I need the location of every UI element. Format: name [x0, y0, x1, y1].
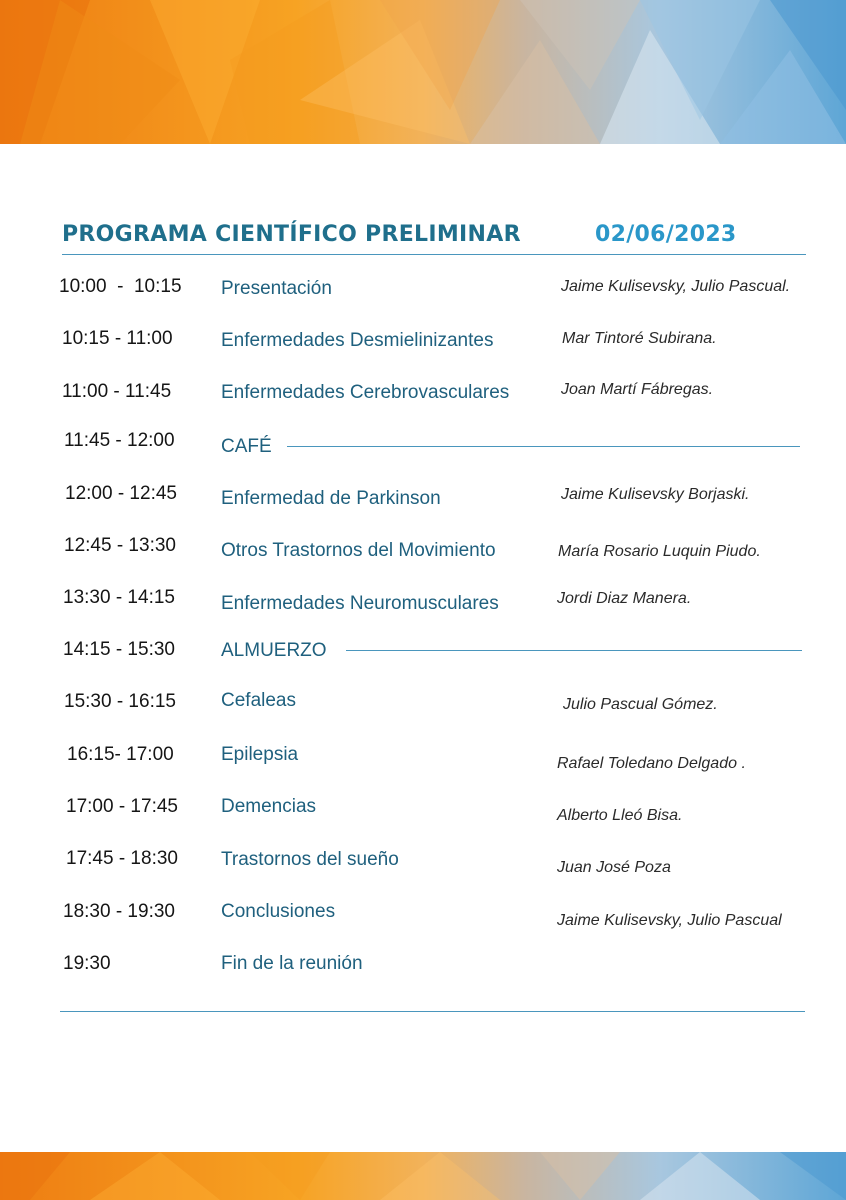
schedule-time: 14:15 - 15:30	[63, 639, 175, 660]
schedule-time: 11:45 - 12:00	[64, 430, 175, 451]
schedule-topic: Enfermedades Desmielinizantes	[221, 330, 494, 351]
schedule-topic: Epilepsia	[221, 744, 299, 765]
bottom-decorative-banner	[0, 1152, 846, 1200]
schedule-time: 17:00 - 17:45	[66, 796, 178, 817]
schedule-topic: Trastornos del sueño	[221, 849, 399, 870]
schedule-bottom-divider	[60, 1011, 805, 1012]
top-decorative-banner	[0, 0, 846, 144]
schedule-speaker: Jaime Kulisevsky Borjaski.	[561, 486, 750, 503]
schedule-topic: CAFÉ	[221, 436, 272, 457]
schedule-topic: Enfermedades Cerebrovasculares	[221, 382, 510, 403]
schedule-speaker: Mar Tintoré Subirana.	[562, 330, 717, 347]
schedule-topic: Enfermedad de Parkinson	[221, 488, 441, 509]
schedule-speaker: Alberto Lleó Bisa.	[557, 807, 683, 824]
schedule-speaker: Rafael Toledano Delgado .	[557, 755, 746, 772]
schedule-speaker: Juan José Poza	[557, 859, 671, 876]
program-heading	[62, 222, 737, 247]
program-date: 02/06/2023	[595, 222, 737, 247]
schedule-time: 15:30 - 16:15	[64, 691, 176, 712]
schedule-time: 11:00 - 11:45	[62, 381, 172, 402]
schedule-time: 16:15- 17:00	[67, 744, 174, 765]
schedule-time: 18:30 - 19:30	[63, 901, 175, 922]
schedule-speaker: Jaime Kulisevsky, Julio Pascual	[557, 912, 782, 929]
schedule-topic: Demencias	[221, 796, 317, 817]
schedule-topic: ALMUERZO	[221, 640, 327, 661]
schedule-time: 17:45 - 18:30	[66, 848, 178, 869]
schedule-speaker: Jordi Diaz Manera.	[557, 590, 692, 607]
program-title: PROGRAMA CIENTÍFICO PRELIMINAR	[62, 222, 521, 247]
schedule-topic: Cefaleas	[221, 690, 296, 711]
break-divider-line	[346, 650, 802, 651]
schedule-time: 10:00 - 10:15	[59, 276, 182, 297]
schedule-time: 13:30 - 14:15	[63, 587, 175, 608]
schedule-speaker: María Rosario Luquin Piudo.	[558, 543, 761, 560]
schedule-time: 12:45 - 13:30	[64, 535, 176, 556]
schedule-topic: Presentación	[221, 278, 332, 299]
schedule-speaker: Julio Pascual Gómez.	[563, 696, 718, 713]
schedule-speaker: Jaime Kulisevsky, Julio Pascual.	[561, 278, 791, 295]
schedule-topic: Conclusiones	[221, 901, 336, 922]
schedule-topic: Otros Trastornos del Movimiento	[221, 540, 496, 561]
schedule-topic: Enfermedades Neuromusculares	[221, 593, 499, 614]
schedule-speaker: Joan Martí Fábregas.	[561, 381, 714, 398]
schedule-time: 12:00 - 12:45	[65, 483, 177, 504]
break-divider-line	[287, 446, 800, 447]
schedule-time: 19:30	[63, 953, 111, 974]
heading-underline	[62, 254, 806, 255]
schedule-topic: Fin de la reunión	[221, 953, 363, 974]
schedule-time: 10:15 - 11:00	[62, 328, 173, 349]
